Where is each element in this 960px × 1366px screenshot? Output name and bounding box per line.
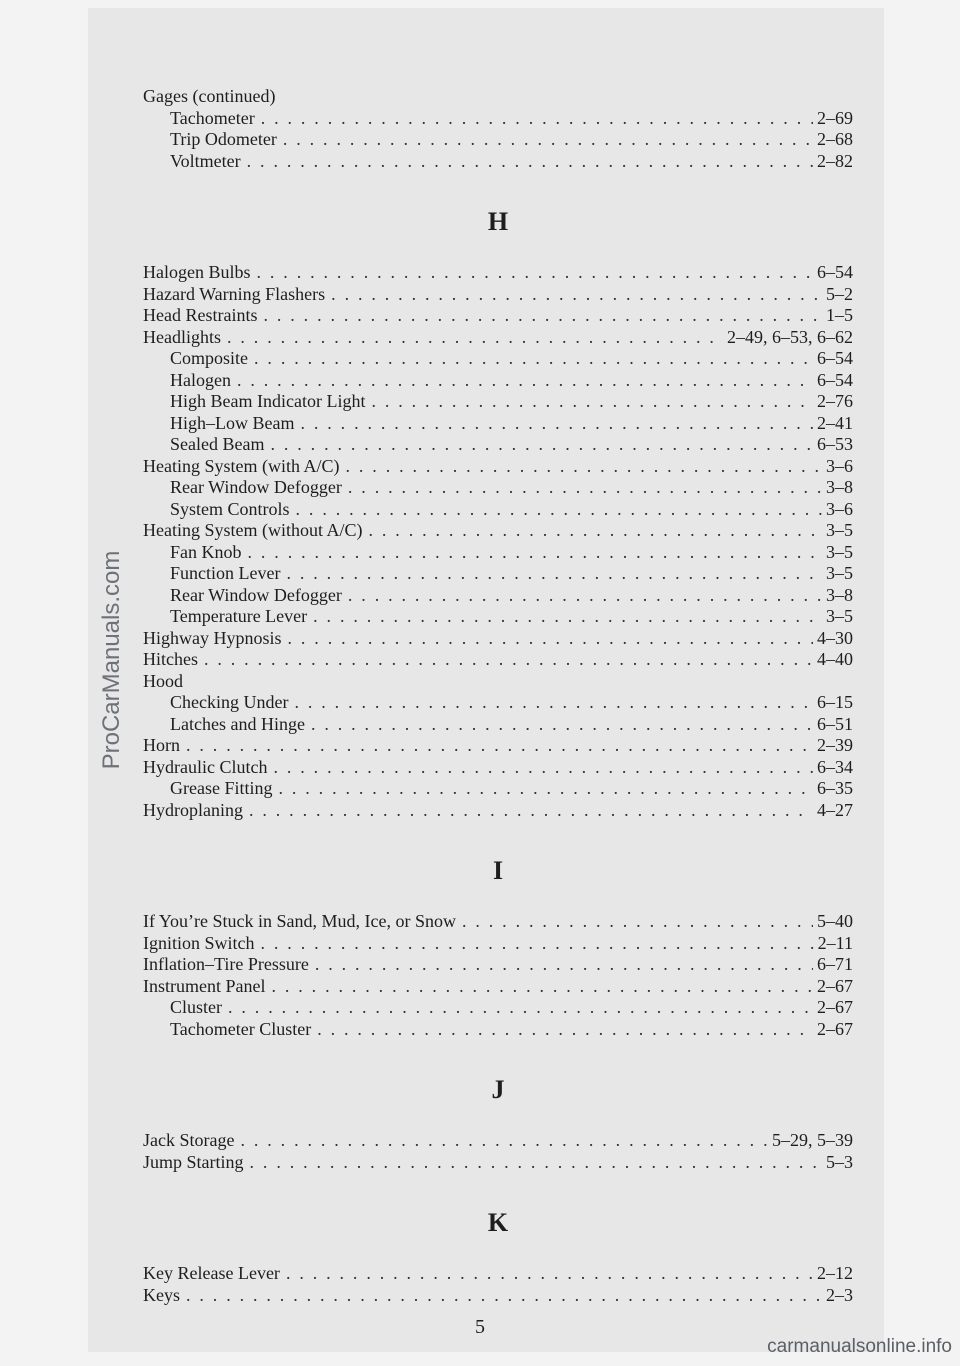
page-ref: 6–54 (817, 262, 853, 282)
page-ref: 6–54 (817, 369, 853, 390)
page-ref: 2–11 (817, 932, 853, 953)
page-ref: 2–41 (817, 412, 853, 433)
dot-leader (300, 413, 813, 435)
index-label: Tachometer (170, 107, 255, 128)
dot-leader (247, 151, 813, 173)
dot-leader (270, 434, 813, 456)
watermark-bottom: carmanualsonline.info (767, 1336, 952, 1357)
index-label: Tachometer Cluster (170, 1018, 312, 1039)
dot-leader (254, 348, 813, 370)
index-label: High Beam Indicator Light (170, 391, 366, 411)
index-entry (143, 585, 853, 607)
index-label: Rear Window Defogger (170, 477, 342, 497)
index-label: Highway Hypnosis (143, 627, 282, 648)
index-label: Composite (170, 348, 249, 368)
page-ref: 5–2 (826, 283, 853, 304)
index-entry (143, 413, 853, 435)
page-ref: 6–35 (817, 778, 853, 798)
page-ref: 5–40 (817, 911, 853, 931)
index-label: Hitches (143, 649, 198, 669)
dot-leader (283, 129, 813, 151)
index-entry (143, 714, 853, 736)
dot-leader (248, 542, 823, 564)
index-entry (143, 563, 853, 585)
section-letter-j: J (491, 1075, 505, 1104)
index-entry (143, 933, 853, 955)
index-label: Checking Under (170, 692, 289, 712)
index-entry (143, 954, 853, 976)
dot-leader (204, 649, 813, 671)
index-entry (143, 456, 853, 478)
dot-leader (371, 391, 813, 413)
index-entry (143, 129, 853, 151)
page-ref: 6–71 (817, 954, 853, 974)
dot-leader (237, 370, 813, 392)
index-label: Keys (143, 1284, 180, 1305)
index-label: Halogen Bulbs (143, 262, 251, 282)
page-ref: 6–15 (817, 692, 853, 712)
section-letter-k: K (487, 1208, 509, 1237)
index-label: Jack Storage (143, 1130, 235, 1150)
index-entry (143, 434, 853, 456)
dot-leader (227, 327, 723, 349)
dot-leader (228, 997, 813, 1019)
index-label: Gages (continued) (143, 86, 276, 106)
index-label: Instrument Panel (143, 975, 266, 996)
index-entry (143, 1019, 853, 1041)
page-ref: 3–8 (826, 584, 853, 605)
dot-leader (462, 911, 813, 933)
page-ref: 6–53 (817, 434, 853, 454)
page-ref: 4–40 (817, 649, 853, 669)
dot-leader (249, 800, 813, 822)
dot-leader (348, 477, 822, 499)
index-label: Jump Starting (143, 1151, 244, 1172)
index-label: Rear Window Defogger (170, 584, 342, 605)
watermark-side: ProCarManuals.com (98, 550, 125, 770)
index-label: Latches and Hinge (170, 713, 305, 734)
dot-leader (240, 1130, 768, 1152)
dot-leader (315, 954, 813, 976)
dot-leader (286, 563, 822, 585)
page-ref: 3–5 (826, 606, 853, 626)
index-entry (143, 348, 853, 370)
page-ref: 4–30 (817, 627, 853, 648)
dot-leader (311, 714, 813, 736)
index-entry (143, 151, 853, 173)
index-label: Voltmeter (170, 150, 241, 171)
page-ref: 2–67 (817, 975, 853, 996)
index-label: Temperature Lever (170, 606, 308, 626)
page-ref: 3–5 (826, 563, 853, 583)
dot-leader (261, 108, 813, 130)
section-letter-h: H (487, 207, 509, 236)
page-ref: 2–39 (817, 735, 853, 755)
page-ref: 4–27 (817, 799, 853, 820)
dot-leader (250, 1152, 822, 1174)
index-label: Hazard Warning Flashers (143, 283, 326, 304)
page-ref: 6–34 (817, 756, 853, 777)
index-entry (143, 800, 853, 822)
index-label: Trip Odometer (170, 129, 277, 149)
index-entry (143, 542, 853, 564)
dot-leader (331, 284, 822, 306)
index-entry (143, 477, 853, 499)
page-ref: 2–76 (817, 391, 853, 411)
page-ref: 2–67 (817, 1018, 853, 1039)
dot-leader (257, 262, 814, 284)
index-label: Ignition Switch (143, 932, 255, 953)
page-ref: 2–49, 6–53, 6–62 (727, 326, 853, 347)
index-label: High–Low Beam (170, 412, 295, 433)
index-label: Hydroplaning (143, 799, 243, 820)
index-entry (143, 108, 853, 130)
index-label: Hood (143, 670, 183, 691)
dot-leader (278, 778, 813, 800)
dot-leader (263, 305, 822, 327)
index-label: Fan Knob (170, 541, 242, 562)
page-ref: 3–6 (826, 455, 853, 476)
dot-leader (186, 1285, 822, 1307)
index-label: Heating System (with A/C) (143, 455, 340, 476)
index-entry (143, 778, 853, 800)
page-ref: 2–68 (817, 129, 853, 149)
dot-leader (317, 1019, 813, 1041)
page-number: 5 (475, 1316, 485, 1338)
index-entry (143, 1263, 853, 1285)
dot-leader (186, 735, 813, 757)
index-entry (143, 391, 853, 413)
index-entry (143, 262, 853, 284)
index-entry (143, 606, 853, 628)
index-label: Inflation–Tire Pressure (143, 954, 309, 974)
page-ref: 1–5 (826, 305, 853, 325)
index-entry (143, 1285, 853, 1307)
dot-leader (346, 456, 823, 478)
index-heading-hood (143, 671, 853, 693)
index-entry (143, 757, 853, 779)
index-label: Sealed Beam (170, 434, 265, 454)
page-ref: 3–5 (826, 520, 853, 540)
index-entry (143, 735, 853, 757)
index-entry (143, 692, 853, 714)
dot-leader (313, 606, 822, 628)
page-ref: 5–29, 5–39 (772, 1130, 853, 1150)
dot-leader (288, 628, 814, 650)
dot-leader (273, 757, 813, 779)
index-entry (143, 1152, 853, 1174)
page-ref: 2–82 (817, 150, 853, 171)
dot-leader (369, 520, 823, 542)
index-label: Grease Fitting (170, 778, 273, 798)
page-ref: 6–51 (817, 713, 853, 734)
page-ref: 2–12 (817, 1263, 853, 1283)
section-letter-i: I (492, 856, 504, 885)
index-entry (143, 628, 853, 650)
index-label: Function Lever (170, 563, 281, 583)
dot-leader (348, 585, 822, 607)
index-heading-gages (143, 86, 853, 108)
dot-leader (296, 499, 822, 521)
index-entry (143, 649, 853, 671)
index-label: Key Release Lever (143, 1263, 280, 1283)
index-label: System Controls (170, 498, 290, 519)
index-label: If You’re Stuck in Sand, Mud, Ice, or Snow (143, 911, 456, 931)
index-label: Headlights (143, 326, 221, 347)
index-entry (143, 1130, 853, 1152)
page-ref: 3–6 (826, 498, 853, 519)
index-entry (143, 976, 853, 998)
index-label: Hydraulic Clutch (143, 756, 268, 777)
index-label: Cluster (170, 997, 222, 1017)
index-label: Halogen (170, 369, 231, 390)
index-entry (143, 370, 853, 392)
index-entry (143, 911, 853, 933)
page-ref: 2–3 (826, 1284, 853, 1305)
index-entry (143, 305, 853, 327)
index-entry (143, 327, 853, 349)
dot-leader (294, 692, 813, 714)
index-entry (143, 997, 853, 1019)
dot-leader (286, 1263, 813, 1285)
dot-leader (271, 976, 813, 998)
index-label: Horn (143, 735, 180, 755)
index-entry (143, 284, 853, 306)
index-label: Heating System (without A/C) (143, 520, 363, 540)
page-ref: 2–67 (817, 997, 853, 1017)
page-ref: 2–69 (817, 107, 853, 128)
index-label: Head Restraints (143, 305, 258, 325)
page-ref: 6–54 (817, 348, 853, 368)
dot-leader (261, 933, 814, 955)
page-ref: 3–8 (826, 477, 853, 497)
page-ref: 5–3 (826, 1151, 853, 1172)
page-ref: 3–5 (826, 541, 853, 562)
index-content (143, 86, 853, 1306)
index-entry (143, 499, 853, 521)
index-entry (143, 520, 853, 542)
